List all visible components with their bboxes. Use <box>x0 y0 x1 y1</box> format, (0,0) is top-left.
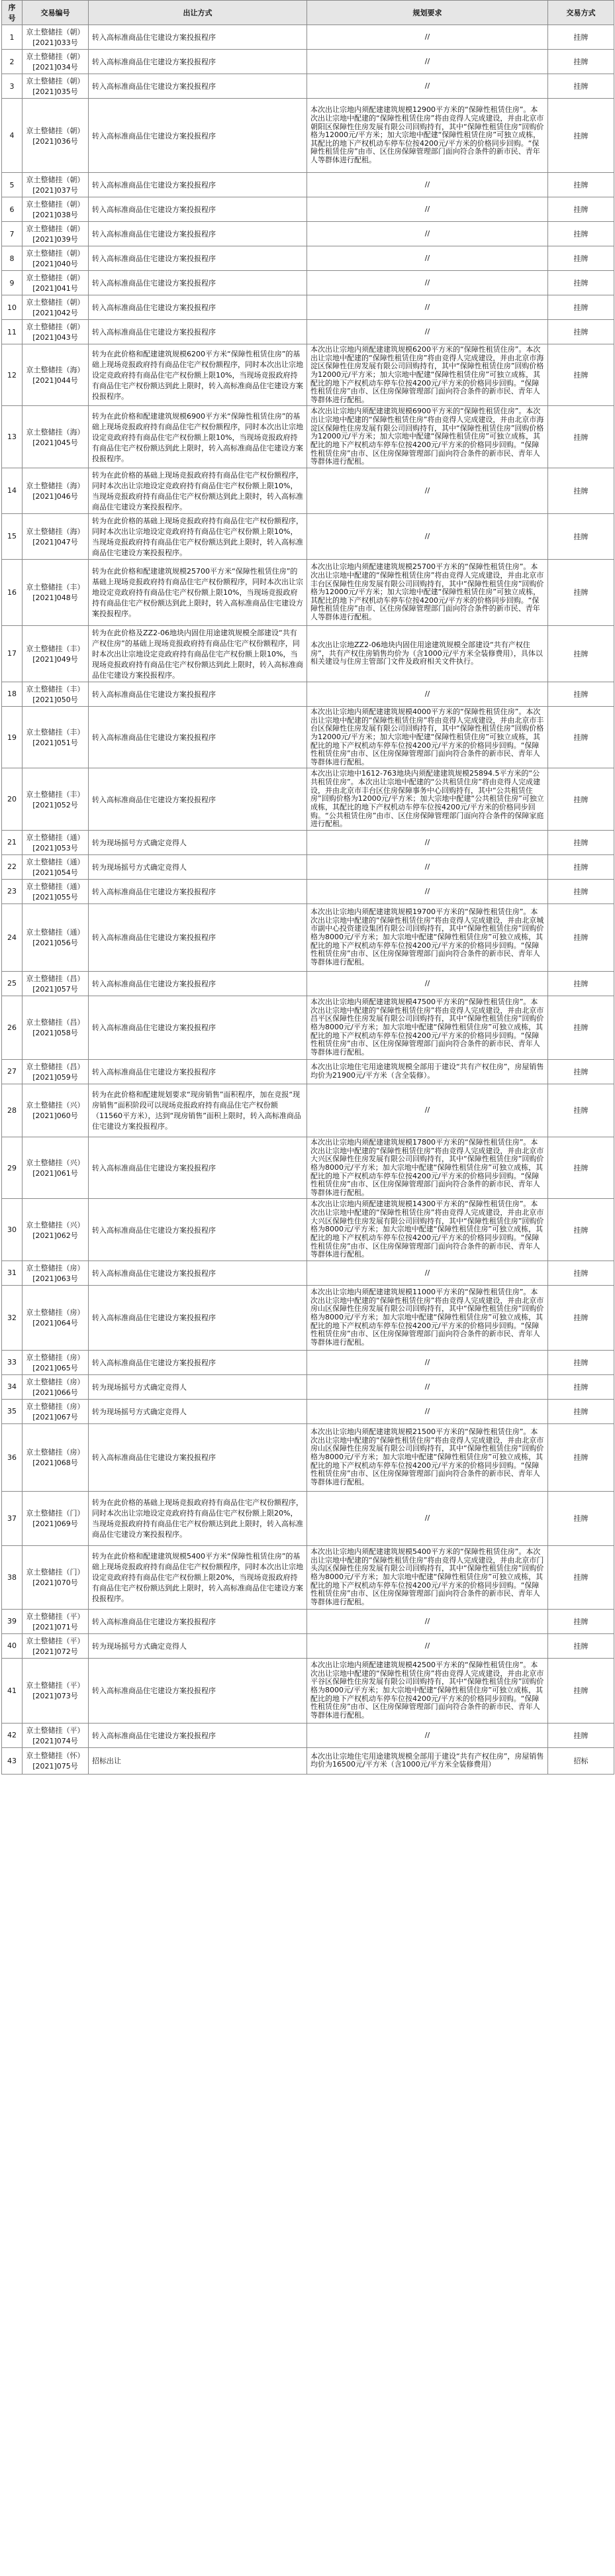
table-row <box>2 320 614 344</box>
row-seq: 24 <box>2 903 23 971</box>
row-trade-type: 挂牌 <box>548 295 614 320</box>
row-seq: 36 <box>2 1423 23 1491</box>
row-seq: 40 <box>2 1633 23 1658</box>
table-row <box>2 903 614 971</box>
land-parcel-table <box>1 0 614 1775</box>
row-trade-code: 京土整储挂（朝）[2021]037号 <box>23 173 89 197</box>
row-transfer-method: 转为在此价格和配建建筑规模5400平方米“保障性租赁住房”的基础上现场竞报政府持有商品住宅产权份额程序，同时本次出让宗地设定竞政府持有商品住宅产权份额上限20%，当现场竞报政府持有商品住宅产权份额达到此上限时，转入高标准商品住宅建设方案投报程序。 <box>89 1545 307 1609</box>
table-row <box>2 706 614 768</box>
row-trade-type: 挂牌 <box>548 74 614 99</box>
row-planning-requirement: 本次出让宗地住宅用途建筑规模全部用于建设“共有产权住房”，房屋销售均价为16500元/平方米（含1000元/平方米全装修费用） <box>307 1747 548 1774</box>
table-row <box>2 406 614 468</box>
table-row <box>2 1374 614 1399</box>
row-seq: 31 <box>2 1261 23 1285</box>
row-planning-requirement: // <box>307 197 548 222</box>
row-trade-code: 京土整储挂（海）[2021]044号 <box>23 344 89 406</box>
row-planning-requirement: 本次出让宗地住宅用途建筑规模全部用于建设“共有产权住房”，房屋销售均价为21900元/平方米（含全装修）。 <box>307 1059 548 1084</box>
row-seq: 19 <box>2 706 23 768</box>
row-trade-type: 挂牌 <box>548 903 614 971</box>
row-planning-requirement: 本次出让宗地内须配建建筑规模47500平方米的“保障性租赁住房”。本次出让宗地中配建的“保障性租赁住房”将由竞得人完成建设，并由北京市昌平区保障性住房发展有限公司回购持有，其中“保障性租赁住房”回购价格为8000元/平方米；加大宗地中配建“保障性租赁住房”可独立成栋，其配比的地下产权机动车停车位按4200元/平方米的价格同步回购。“保障性租赁住房”由市、区住房保障管理部门面向符合条件的新市民、青年人等群体进行配租。 <box>307 996 548 1059</box>
row-trade-code: 京土整储挂（朝）[2021]040号 <box>23 246 89 271</box>
row-planning-requirement: // <box>307 25 548 50</box>
row-transfer-method: 转入高标准商品住宅建设方案投报程序 <box>89 50 307 74</box>
row-seq: 13 <box>2 406 23 468</box>
row-planning-requirement: // <box>307 74 548 99</box>
table-row <box>2 971 614 996</box>
row-planning-requirement: 本次出让宗地内须配建建筑规模4000平方米的“保障性租赁住房”。本次出让宗地中配建的“保障性租赁住房”将由竞得人完成建设，并由北京市丰台区保障性住房发展有限公司回购持有，其中“保障性租赁住房”回购价格为12000元/平方米；加大宗地中配建“保障性租赁住房”可独立成栋，其配比的地下产权机动车停车位按4200元/平方米的价格同步回购。“保障性租赁住房”由市、区住房保障管理部门面向符合条件的新市民、青年人等群体进行配租。 <box>307 706 548 768</box>
row-trade-code: 京土整储挂（朝）[2021]041号 <box>23 271 89 295</box>
row-planning-requirement: // <box>307 295 548 320</box>
row-trade-type: 挂牌 <box>548 173 614 197</box>
table-body <box>2 25 614 1775</box>
row-planning-requirement: // <box>307 1350 548 1374</box>
row-trade-code: 京土整储挂（房）[2021]067号 <box>23 1399 89 1423</box>
row-trade-type: 挂牌 <box>548 25 614 50</box>
table-row <box>2 1350 614 1374</box>
row-seq: 2 <box>2 50 23 74</box>
row-trade-code: 京土整储挂（平）[2021]074号 <box>23 1723 89 1747</box>
row-trade-type: 挂牌 <box>548 99 614 173</box>
row-seq: 17 <box>2 625 23 682</box>
table-row <box>2 74 614 99</box>
row-transfer-method: 转入高标准商品住宅建设方案投报程序 <box>89 903 307 971</box>
row-transfer-method: 转入高标准商品住宅建设方案投报程序 <box>89 1423 307 1491</box>
row-trade-type: 挂牌 <box>548 1723 614 1747</box>
row-seq: 22 <box>2 854 23 879</box>
row-seq: 20 <box>2 768 23 830</box>
row-seq: 30 <box>2 1199 23 1261</box>
row-trade-type: 挂牌 <box>548 1633 614 1658</box>
table-row <box>2 513 614 559</box>
row-planning-requirement: // <box>307 879 548 903</box>
row-planning-requirement: 本次出让宗地内须配建建筑规模5400平方米的“保障性租赁住房”。本次出让宗地中配建的“保障性租赁住房”将由竞得人完成建设，并由北京市门头沟区保障性住房发展有限公司回购持有，其中“保障性租赁住房”回购价格为8000元/平方米；加大宗地中配建“保障性租赁住房”可独立成栋，其配比的地下产权机动车停车位按4200元/平方米的价格同步回购。“保障性租赁住房”由市、区住房保障管理部门面向符合条件的新市民、青年人等群体进行配租。 <box>307 1545 548 1609</box>
table-row <box>2 1658 614 1723</box>
row-trade-type: 挂牌 <box>548 1423 614 1491</box>
row-seq: 33 <box>2 1350 23 1374</box>
header-transfer-method: 出让方式 <box>89 1 307 25</box>
row-planning-requirement: // <box>307 682 548 706</box>
row-trade-code: 京土整储挂（门）[2021]070号 <box>23 1545 89 1609</box>
table-row <box>2 1059 614 1084</box>
row-transfer-method: 转入高标准商品住宅建设方案投报程序 <box>89 971 307 996</box>
table-row <box>2 1084 614 1137</box>
row-trade-code: 京土整储挂（朝）[2021]039号 <box>23 222 89 246</box>
row-planning-requirement: 本次出让宗地内须配建建筑规模11000平方米的“保障性租赁住房”。本次出让宗地中配建的“保障性租赁住房”将由竞得人完成建设，并由北京市房山区保障性住房发展有限公司回购持有，其中“保障性租赁住房”回购价格为8000元/平方米；加大宗地中配建“保障性租赁住房”可独立成栋，其配比的地下产权机动车停车位按4200元/平方米的价格同步回购。“保障性租赁住房”由市、区住房保障管理部门面向符合条件的新市民、青年人等群体进行配租。 <box>307 1285 548 1350</box>
row-trade-type: 挂牌 <box>548 996 614 1059</box>
table-row <box>2 222 614 246</box>
row-planning-requirement: 本次出让宗地内须配建建筑规模6200平方米的“保障性租赁住房”。本次出让宗地中配建的“保障性租赁住房”将由竞得人完成建设，并由北京市海淀区保障性住房发展有限公司回购持有，其中“保障性租赁住房”回购价格为12000元/平方米；加大宗地中配建“保障性租赁住房”可独立成栋，其配比的地下产权机动车停车位按4200元/平方米的价格同步回购。“保障性租赁住房”由市、区住房保障管理部门面向符合条件的新市民、青年人等群体进行配租。 <box>307 344 548 406</box>
row-trade-code: 京土整储挂（门）[2021]069号 <box>23 1491 89 1545</box>
row-trade-type: 挂牌 <box>548 830 614 854</box>
row-trade-type: 招标 <box>548 1747 614 1774</box>
row-transfer-method: 转为现场摇号方式确定竞得人 <box>89 830 307 854</box>
row-planning-requirement: 本次出让宗地内须配建建筑规模25700平方米的“保障性租赁住房”。本次出让宗地中配建的“保障性租赁住房”将由竞得人完成建设，并由北京市丰台区保障性住房发展有限公司回购持有，其中“保障性租赁住房”回购价格为12000元/平方米；加大宗地中配建“保障性租赁住房”可独立成栋，其配比的地下产权机动车停车位按4200元/平方米的价格同步回购。“保障性租赁住房”由市、区住房保障管理部门面向符合条件的新市民、青年人等群体进行配租。 <box>307 559 548 625</box>
row-planning-requirement: // <box>307 320 548 344</box>
row-transfer-method: 转为现场摇号方式确定竞得人 <box>89 854 307 879</box>
row-trade-code: 京土整储挂（怀）[2021]075号 <box>23 1747 89 1774</box>
row-transfer-method: 转入高标准商品住宅建设方案投报程序 <box>89 99 307 173</box>
header-trade-type: 交易方式 <box>548 1 614 25</box>
row-transfer-method: 转入高标准商品住宅建设方案投报程序 <box>89 197 307 222</box>
row-seq: 37 <box>2 1491 23 1545</box>
row-trade-code: 京土整储挂（房）[2021]066号 <box>23 1374 89 1399</box>
row-trade-code: 京土整储挂（房）[2021]065号 <box>23 1350 89 1374</box>
row-trade-code: 京土整储挂（朝）[2021]036号 <box>23 99 89 173</box>
row-transfer-method: 转入高标准商品住宅建设方案投报程序 <box>89 1609 307 1633</box>
row-trade-code: 京土整储挂（平）[2021]072号 <box>23 1633 89 1658</box>
row-transfer-method: 转入高标准商品住宅建设方案投报程序 <box>89 996 307 1059</box>
row-seq: 28 <box>2 1084 23 1137</box>
row-planning-requirement: 本次出让宗地内须配建建筑规模6900平方米的“保障性租赁住房”。本次出让宗地中配建的“保障性租赁住房”将由竞得人完成建设，并由北京市海淀区保障性住房发展有限公司回购持有，其中“保障性租赁住房”回购价格为12000元/平方米；加大宗地中配建“保障性租赁住房”可独立成栋，其配比的地下产权机动车停车位按4200元/平方米的价格同步回购。“保障性租赁住房”由市、区住房保障管理部门面向符合条件的新市民、青年人等群体进行配租。 <box>307 406 548 468</box>
row-planning-requirement: 本次出让宗地内须配建建筑规模17800平方米的“保障性租赁住房”。本次出让宗地中配建的“保障性租赁住房”将由竞得人完成建设，并由北京市大兴区保障性住房发展有限公司回购持有，其中“保障性租赁住房”回购价格为8000元/平方米；加大宗地中配建“保障性租赁住房”可独立成栋，其配比的地下产权机动车停车位按4200元/平方米的价格同步回购。“保障性租赁住房”由市、区住房保障管理部门面向符合条件的新市民、青年人等群体进行配租。 <box>307 1137 548 1198</box>
table-row <box>2 682 614 706</box>
row-trade-code: 京土整储挂（兴）[2021]061号 <box>23 1137 89 1198</box>
row-seq: 4 <box>2 99 23 173</box>
row-trade-type: 挂牌 <box>548 1399 614 1423</box>
row-transfer-method: 转入高标准商品住宅建设方案投报程序 <box>89 25 307 50</box>
row-trade-type: 挂牌 <box>548 682 614 706</box>
table-row <box>2 271 614 295</box>
row-transfer-method: 转为在此价格和配建建筑规模6200平方米“保障性租赁住房”的基础上现场竞报政府持有商品住宅产权份额程序，同时本次出让宗地设定竞政府持有商品住宅产权份额上限10%，当现场竞报政府持有商品住宅产权份额达到此上限时，转入高标准商品住宅建设方案投报程序。 <box>89 344 307 406</box>
header-planning-requirement: 规划要求 <box>307 1 548 25</box>
row-trade-code: 京土整储挂（平）[2021]071号 <box>23 1609 89 1633</box>
table-row <box>2 1545 614 1609</box>
row-trade-code: 京土整储挂（通）[2021]055号 <box>23 879 89 903</box>
row-trade-type: 挂牌 <box>548 1199 614 1261</box>
row-trade-code: 京土整储挂（朝）[2021]033号 <box>23 25 89 50</box>
row-trade-code: 京土整储挂（朝）[2021]034号 <box>23 50 89 74</box>
row-seq: 14 <box>2 468 23 513</box>
row-trade-type: 挂牌 <box>548 559 614 625</box>
row-planning-requirement: // <box>307 830 548 854</box>
row-transfer-method: 转为在此价格和配建规划要求“现房销售”面积程序，加在竞报“现房销售”面积阶段可以现场竞报政府持有商品住宅产权份额（11560平方米），达到“现房销售”面积上限时，转入高标准商品住宅建设方案投报程序。 <box>89 1084 307 1137</box>
row-trade-type: 挂牌 <box>548 1084 614 1137</box>
table-row <box>2 173 614 197</box>
row-trade-code: 京土整储挂（朝）[2021]035号 <box>23 74 89 99</box>
row-seq: 38 <box>2 1545 23 1609</box>
header-seq: 序号 <box>2 1 23 25</box>
row-planning-requirement: // <box>307 1723 548 1747</box>
row-trade-type: 挂牌 <box>548 879 614 903</box>
row-planning-requirement: 本次出让宗地内须配建建筑规模42500平方米的“保障性租赁住房”。本次出让宗地中配建的“保障性租赁住房”将由竞得人完成建设，并由北京市平谷区保障性住房发展有限公司回购持有，其中“保障性租赁住房”回购价格为8000元/平方米；加大宗地中配建“保障性租赁住房”可独立成栋，其配比的地下产权机动车停车位按4200元/平方米的价格同步回购。“保障性租赁住房”由市、区住房保障管理部门面向符合条件的新市民、青年人等群体进行配租。 <box>307 1658 548 1723</box>
table-row <box>2 468 614 513</box>
row-trade-type: 挂牌 <box>548 1374 614 1399</box>
row-trade-type: 挂牌 <box>548 50 614 74</box>
row-transfer-method: 转入高标准商品住宅建设方案投报程序 <box>89 222 307 246</box>
row-transfer-method: 转入高标准商品住宅建设方案投报程序 <box>89 1723 307 1747</box>
row-planning-requirement: // <box>307 222 548 246</box>
row-transfer-method: 转入高标准商品住宅建设方案投报程序 <box>89 1285 307 1350</box>
row-transfer-method: 转入高标准商品住宅建设方案投报程序 <box>89 271 307 295</box>
row-planning-requirement: 本次出让宗地内须配建建筑规模21500平方米的“保障性租赁住房”。本次出让宗地中配建的“保障性租赁住房”将由竞得人完成建设，并由北京市房山区保障性住房发展有限公司回购持有，其中“保障性租赁住房”回购价格为8000元/平方米；加大宗地中配建“保障性租赁住房”可独立成栋，其配比的地下产权机动车停车位按4200元/平方米的价格同步回购。“保障性租赁住房”由市、区住房保障管理部门面向符合条件的新市民、青年人等群体进行配租。 <box>307 1423 548 1491</box>
row-seq: 21 <box>2 830 23 854</box>
row-trade-type: 挂牌 <box>548 768 614 830</box>
row-planning-requirement: 本次出让宗地内须配建建筑规模12900平方米的“保障性租赁住房”。本次出让宗地中配建的“保障性租赁住房”将由竞得人完成建设，并由北京市朝阳区保障性住房发展有限公司回购持有，其中“保障性租赁住房”回购价格为12000元/平方米；加大宗地中配建“保障性租赁住房”可独立成栋，其配比的地下产权机动车停车位按4200元/平方米的价格同步回购。“保障性租赁住房”由市、区住房保障管理部门面向符合条件的新市民、青年人等群体进行配租。 <box>307 99 548 173</box>
row-trade-type: 挂牌 <box>548 246 614 271</box>
row-trade-code: 京土整储挂（兴）[2021]060号 <box>23 1084 89 1137</box>
row-transfer-method: 转入高标准商品住宅建设方案投报程序 <box>89 1658 307 1723</box>
row-transfer-method: 转入高标准商品住宅建设方案投报程序 <box>89 1199 307 1261</box>
row-planning-requirement: // <box>307 173 548 197</box>
row-transfer-method: 转入高标准商品住宅建设方案投报程序 <box>89 246 307 271</box>
row-transfer-method: 转为现场摇号方式确定竞得人 <box>89 1633 307 1658</box>
row-trade-code: 京土整储挂（海）[2021]045号 <box>23 406 89 468</box>
table-row <box>2 1491 614 1545</box>
row-trade-type: 挂牌 <box>548 971 614 996</box>
row-trade-code: 京土整储挂（丰）[2021]049号 <box>23 625 89 682</box>
row-planning-requirement: // <box>307 854 548 879</box>
row-planning-requirement: // <box>307 1633 548 1658</box>
row-seq: 12 <box>2 344 23 406</box>
row-planning-requirement: // <box>307 50 548 74</box>
row-trade-code: 京土整储挂（房）[2021]068号 <box>23 1423 89 1491</box>
row-transfer-method: 招标出让 <box>89 1747 307 1774</box>
row-trade-type: 挂牌 <box>548 271 614 295</box>
row-trade-code: 京土整储挂（昌）[2021]057号 <box>23 971 89 996</box>
row-transfer-method: 转入高标准商品住宅建设方案投报程序 <box>89 1059 307 1084</box>
table-row <box>2 1423 614 1491</box>
row-transfer-method: 转入高标准商品住宅建设方案投报程序 <box>89 295 307 320</box>
row-transfer-method: 转入高标准商品住宅建设方案投报程序 <box>89 74 307 99</box>
row-planning-requirement: // <box>307 1491 548 1545</box>
row-planning-requirement: // <box>307 1374 548 1399</box>
row-seq: 32 <box>2 1285 23 1350</box>
header-trade-code: 交易编号 <box>23 1 89 25</box>
row-trade-type: 挂牌 <box>548 468 614 513</box>
row-transfer-method: 转为现场摇号方式确定竞得人 <box>89 1399 307 1423</box>
row-planning-requirement: 本次出让宗地中1612-763地块内须配建建筑规模25894.5平方米的“公共租赁住房”。本次出让宗地中配建的“公共租赁住房”将由竞得人完成建设，并由北京市丰台区住房保障事务中心回购持有，其中“公共租赁住房”回购价格为12000元/平方米；加大宗地中配建“公共租赁住房”可独立成栋，其配比的地下产权机动车停车位按4200元/平方米的价格同步回购。“公共租赁住房”由市、区住房保障管理部门面向符合条件的保障家庭进行配租。 <box>307 768 548 830</box>
table-row <box>2 1723 614 1747</box>
table-header <box>2 1 614 25</box>
row-trade-code: 京土整储挂（通）[2021]053号 <box>23 830 89 854</box>
table-row <box>2 1199 614 1261</box>
row-trade-code: 京土整储挂（平）[2021]073号 <box>23 1658 89 1723</box>
row-trade-type: 挂牌 <box>548 320 614 344</box>
row-trade-type: 挂牌 <box>548 1609 614 1633</box>
table-row <box>2 1285 614 1350</box>
table-row <box>2 344 614 406</box>
row-seq: 18 <box>2 682 23 706</box>
row-planning-requirement: // <box>307 971 548 996</box>
row-trade-type: 挂牌 <box>548 406 614 468</box>
table-row <box>2 197 614 222</box>
row-trade-type: 挂牌 <box>548 1350 614 1374</box>
table-row <box>2 25 614 50</box>
row-seq: 41 <box>2 1658 23 1723</box>
row-transfer-method: 转为在此价格的基础上现场竞报政府持有商品住宅产权份额程序，同时本次出让宗地设定竞政府持有商品住宅产权份额上限20%，当现场竞报政府持有商品住宅产权份额达到此上限时，转入高标准商品住宅建设方案投报程序。 <box>89 1491 307 1545</box>
row-trade-code: 京土整储挂（海）[2021]047号 <box>23 513 89 559</box>
row-transfer-method: 转为在此价格和配建建筑规模6900平方米“保障性租赁住房”的基础上现场竞报政府持有商品住宅产权份额程序，同时本次出让宗地设定竞政府持有商品住宅产权份额上限10%，当现场竞报政府持有商品住宅产权份额达到此上限时，转入高标准商品住宅建设方案投报程序。 <box>89 406 307 468</box>
row-trade-type: 挂牌 <box>548 854 614 879</box>
row-seq: 43 <box>2 1747 23 1774</box>
row-trade-type: 挂牌 <box>548 625 614 682</box>
row-transfer-method: 转入高标准商品住宅建设方案投报程序 <box>89 706 307 768</box>
table-row <box>2 625 614 682</box>
row-transfer-method: 转为在此价格的基础上现场竞报政府持有商品住宅产权份额程序，同时本次出让宗地设定竞政府持有商品住宅产权份额上限10%，当现场竞报政府持有商品住宅产权份额达到此上限时，转入高标准商品住宅建设方案投报程序。 <box>89 513 307 559</box>
row-seq: 5 <box>2 173 23 197</box>
row-transfer-method: 转入高标准商品住宅建设方案投报程序 <box>89 320 307 344</box>
row-planning-requirement: // <box>307 1261 548 1285</box>
table-row <box>2 1261 614 1285</box>
table-row <box>2 996 614 1059</box>
table-row <box>2 295 614 320</box>
row-planning-requirement: 本次出让宗地内须配建建筑规模14300平方米的“保障性租赁住房”。本次出让宗地中配建的“保障性租赁住房”将由竞得人完成建设，并由北京市大兴区保障性住房发展有限公司回购持有，其中“保障性租赁住房”回购价格为8000元/平方米；加大宗地中配建“保障性租赁住房”可独立成栋，其配比的地下产权机动车停车位按4200元/平方米的价格同步回购。“保障性租赁住房”由市、区住房保障管理部门面向符合条件的新市民、青年人等群体进行配租。 <box>307 1199 548 1261</box>
row-planning-requirement: 本次出让宗地内须配建建筑规模19700平方米的“保障性租赁住房”。本次出让宗地中配建的“保障性租赁住房”将由竞得人完成建设，并由北京城市副中心投资建设集团有限公司回购持有，其中“保障性租赁住房”回购价格为8000元/平方米；加大宗地中配建“保障性租赁住房”可独立成栋，其配比的地下产权机动车停车位按4200元/平方米的价格同步回购。“保障性租赁住房”由市、区住房保障管理部门面向符合条件的新市民、青年人等群体进行配租。 <box>307 903 548 971</box>
row-transfer-method: 转入高标准商品住宅建设方案投报程序 <box>89 768 307 830</box>
row-seq: 42 <box>2 1723 23 1747</box>
row-trade-code: 京土整储挂（丰）[2021]051号 <box>23 706 89 768</box>
row-trade-code: 京土整储挂（房）[2021]064号 <box>23 1285 89 1350</box>
row-transfer-method: 转入高标准商品住宅建设方案投报程序 <box>89 879 307 903</box>
row-trade-code: 京土整储挂（昌）[2021]058号 <box>23 996 89 1059</box>
row-planning-requirement: // <box>307 513 548 559</box>
row-planning-requirement: // <box>307 1084 548 1137</box>
row-transfer-method: 转为在此价格和配建建筑规模25700平方米“保障性租赁住房”的基础上现场竞报政府持有商品住宅产权份额程序，同时本次出让宗地设定竞政府持有商品住宅产权份额上限10%，当现场竞报政府持有商品住宅产权份额达到此上限时，转入高标准商品住宅建设方案投报程序。 <box>89 559 307 625</box>
row-trade-code: 京土整储挂（朝）[2021]042号 <box>23 295 89 320</box>
row-transfer-method: 转入高标准商品住宅建设方案投报程序 <box>89 1261 307 1285</box>
row-seq: 27 <box>2 1059 23 1084</box>
row-planning-requirement: // <box>307 271 548 295</box>
row-seq: 10 <box>2 295 23 320</box>
row-trade-type: 挂牌 <box>548 1059 614 1084</box>
row-trade-type: 挂牌 <box>548 1137 614 1198</box>
row-trade-type: 挂牌 <box>548 344 614 406</box>
row-seq: 29 <box>2 1137 23 1198</box>
row-seq: 6 <box>2 197 23 222</box>
row-trade-type: 挂牌 <box>548 1658 614 1723</box>
row-trade-type: 挂牌 <box>548 513 614 559</box>
row-seq: 9 <box>2 271 23 295</box>
table-row <box>2 99 614 173</box>
row-trade-code: 京土整储挂（丰）[2021]048号 <box>23 559 89 625</box>
row-trade-code: 京土整储挂（丰）[2021]052号 <box>23 768 89 830</box>
row-transfer-method: 转为在此价格的基础上现场竞报政府持有商品住宅产权份额程序，同时本次出让宗地设定竞政府持有商品住宅产权份额上限10%，当现场竞报政府持有商品住宅产权份额达到此上限时，转入高标准商品住宅建设方案投报程序。 <box>89 468 307 513</box>
row-seq: 11 <box>2 320 23 344</box>
table-row <box>2 1609 614 1633</box>
row-seq: 3 <box>2 74 23 99</box>
row-trade-type: 挂牌 <box>548 706 614 768</box>
row-trade-type: 挂牌 <box>548 197 614 222</box>
table-row <box>2 1747 614 1774</box>
row-transfer-method: 转为现场摇号方式确定竞得人 <box>89 1374 307 1399</box>
row-trade-type: 挂牌 <box>548 222 614 246</box>
row-trade-type: 挂牌 <box>548 1491 614 1545</box>
row-seq: 7 <box>2 222 23 246</box>
row-planning-requirement: // <box>307 246 548 271</box>
row-seq: 25 <box>2 971 23 996</box>
row-seq: 39 <box>2 1609 23 1633</box>
row-seq: 34 <box>2 1374 23 1399</box>
land-transaction-document <box>1 0 614 1775</box>
table-row <box>2 854 614 879</box>
row-transfer-method: 转入高标准商品住宅建设方案投报程序 <box>89 682 307 706</box>
row-seq: 16 <box>2 559 23 625</box>
table-row <box>2 50 614 74</box>
row-planning-requirement: 本次出让宗地ZZ2-06地块内固住用途建筑规模全部建设“共有产权住房”，共有产权住房销售均价为（含1000元/平方米全装修费用），具体以相关建设与住房主管部门文件及政府相关文件执行。 <box>307 625 548 682</box>
row-trade-type: 挂牌 <box>548 1261 614 1285</box>
row-trade-code: 京土整储挂（丰）[2021]050号 <box>23 682 89 706</box>
table-row <box>2 1399 614 1423</box>
row-trade-code: 京土整储挂（房）[2021]063号 <box>23 1261 89 1285</box>
table-row <box>2 559 614 625</box>
row-planning-requirement: // <box>307 468 548 513</box>
row-trade-code: 京土整储挂（通）[2021]056号 <box>23 903 89 971</box>
table-row <box>2 246 614 271</box>
row-planning-requirement: // <box>307 1609 548 1633</box>
row-trade-code: 京土整储挂（兴）[2021]062号 <box>23 1199 89 1261</box>
row-seq: 1 <box>2 25 23 50</box>
row-transfer-method: 转入高标准商品住宅建设方案投报程序 <box>89 1350 307 1374</box>
row-seq: 15 <box>2 513 23 559</box>
row-transfer-method: 转入高标准商品住宅建设方案投报程序 <box>89 1137 307 1198</box>
table-row <box>2 1137 614 1198</box>
row-seq: 8 <box>2 246 23 271</box>
table-row <box>2 768 614 830</box>
header-row <box>2 1 614 25</box>
row-seq: 26 <box>2 996 23 1059</box>
row-transfer-method: 转为在此价格及ZZ2-06地块内固住用途建筑规模全部建设“共有产权住房”的基础上现场竞报政府持有商品住宅产权份额程序，同时本次出让宗地设定竞政府持有商品住宅产权份额上限10%，当现场竞报政府持有商品住宅产权份额达到此上限时，转入高标准商品住宅建设方案投报程序。 <box>89 625 307 682</box>
row-seq: 23 <box>2 879 23 903</box>
table-row <box>2 830 614 854</box>
table-row <box>2 1633 614 1658</box>
row-trade-code: 京土整储挂（昌）[2021]059号 <box>23 1059 89 1084</box>
row-transfer-method: 转入高标准商品住宅建设方案投报程序 <box>89 173 307 197</box>
row-trade-code: 京土整储挂（通）[2021]054号 <box>23 854 89 879</box>
row-seq: 35 <box>2 1399 23 1423</box>
row-trade-code: 京土整储挂（朝）[2021]043号 <box>23 320 89 344</box>
row-trade-type: 挂牌 <box>548 1285 614 1350</box>
row-planning-requirement: // <box>307 1399 548 1423</box>
row-trade-code: 京土整储挂（海）[2021]046号 <box>23 468 89 513</box>
table-row <box>2 879 614 903</box>
row-trade-code: 京土整储挂（朝）[2021]038号 <box>23 197 89 222</box>
row-trade-type: 挂牌 <box>548 1545 614 1609</box>
